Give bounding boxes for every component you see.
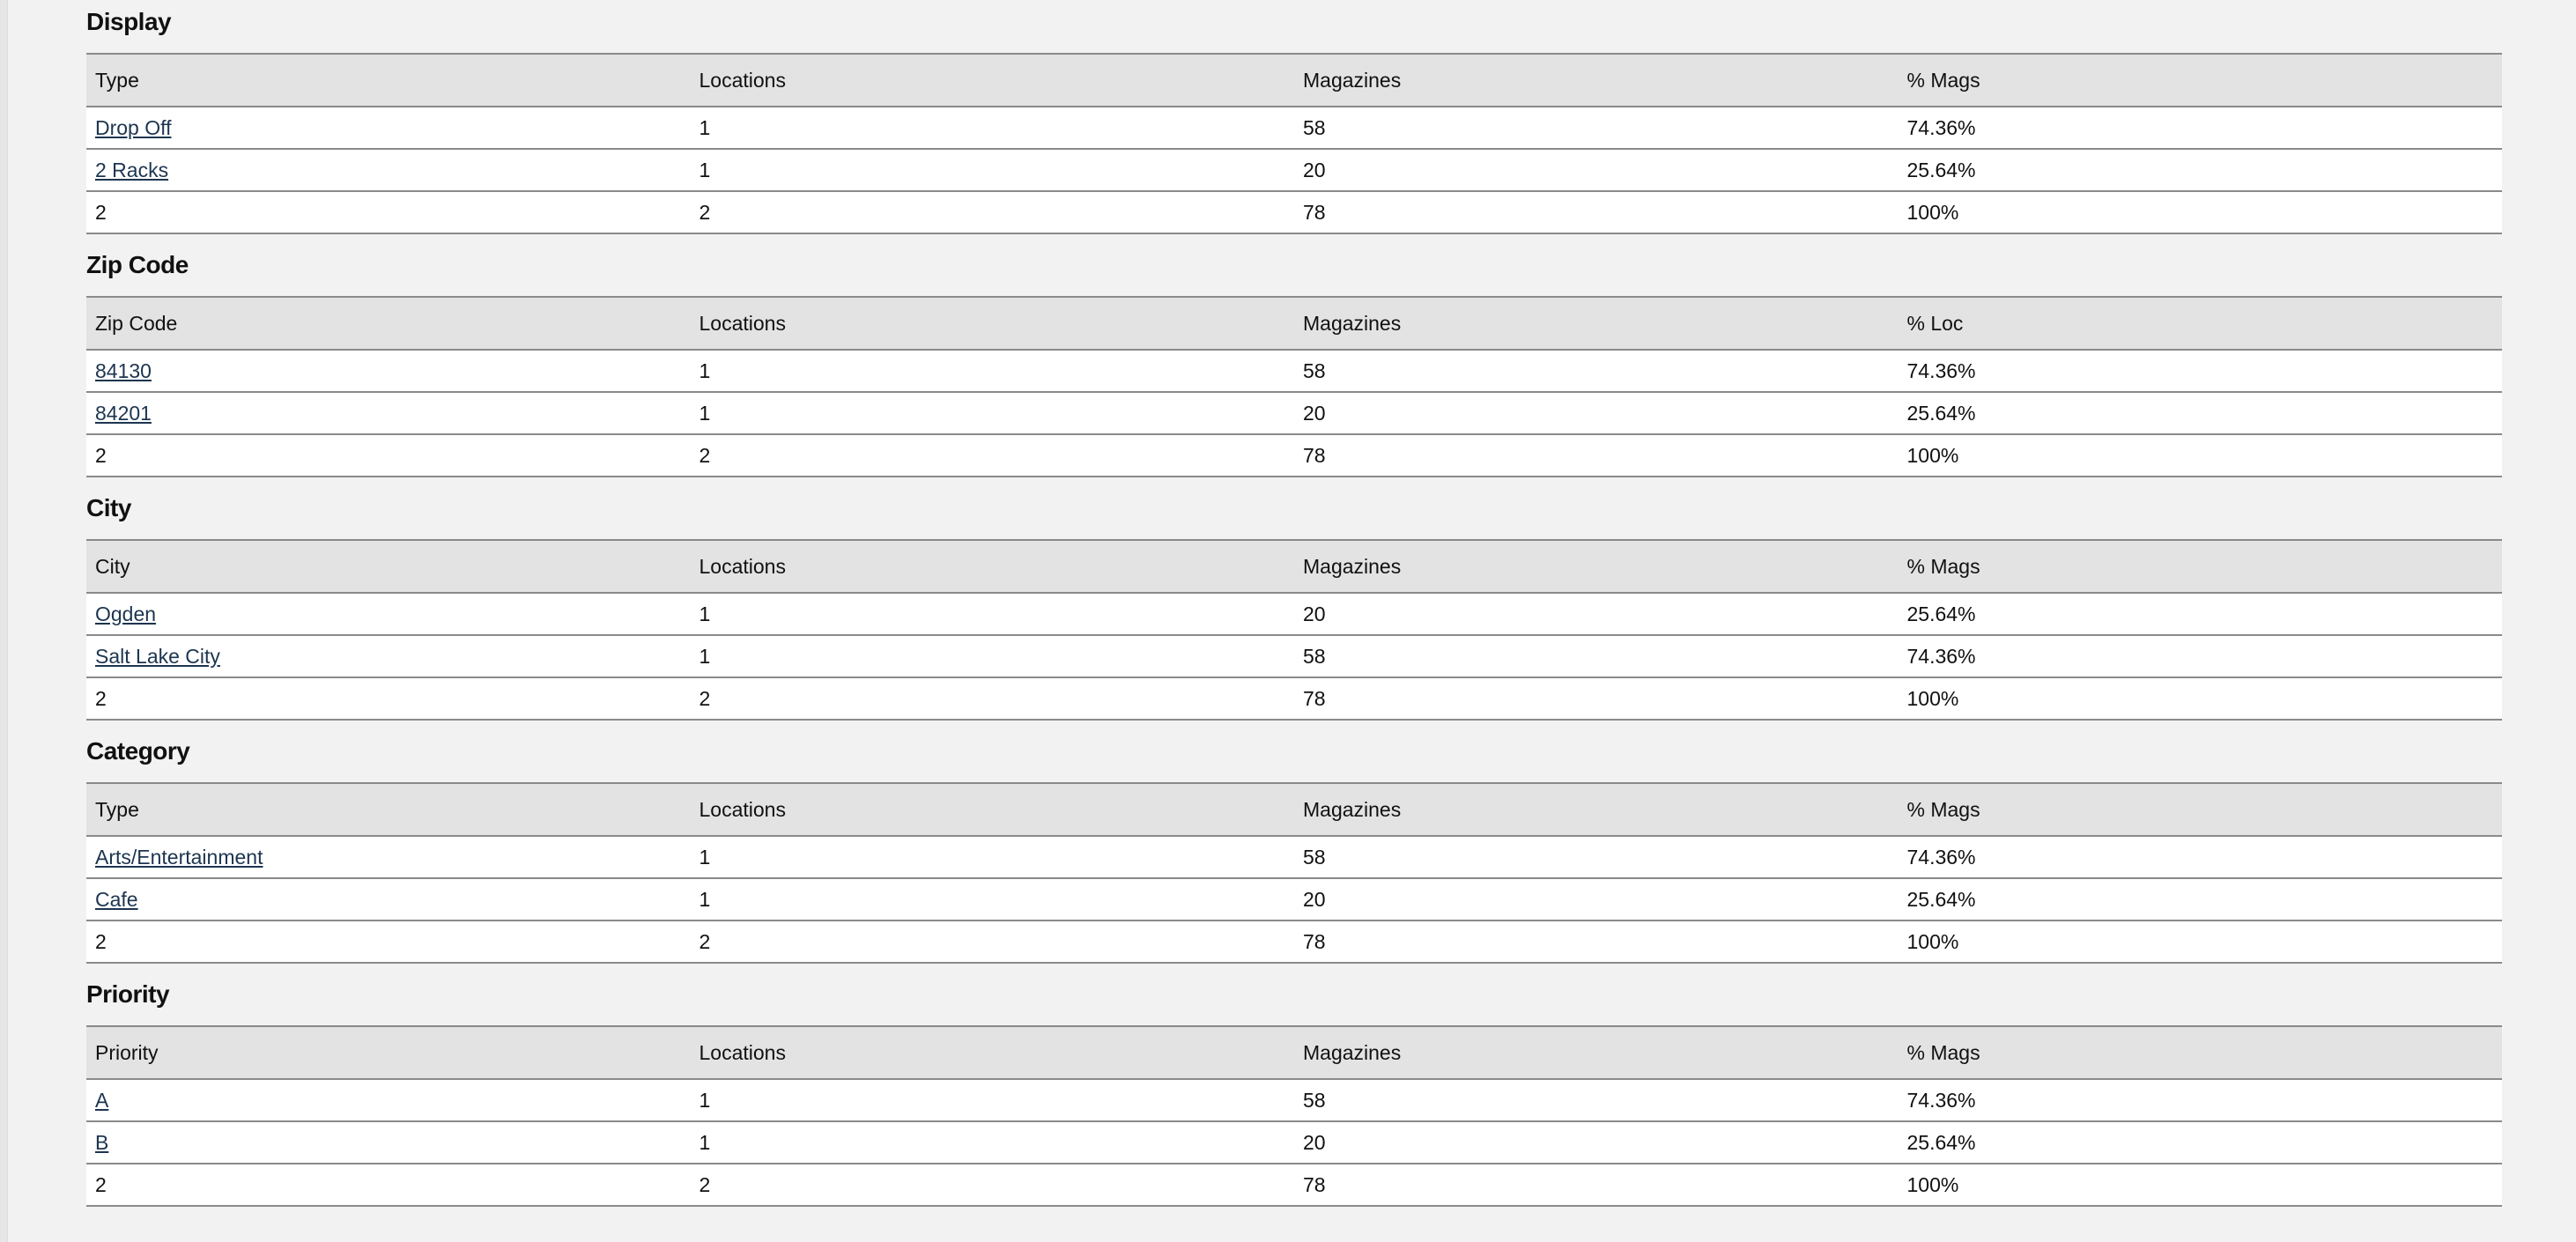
table-cell: 74.36% <box>1899 836 2503 878</box>
column-header: City <box>86 540 691 593</box>
table-cell: 58 <box>1294 107 1899 149</box>
table-cell: 2 <box>691 1164 1295 1206</box>
table-cell <box>86 1079 691 1121</box>
table-header-row <box>86 783 2502 836</box>
table-cell: 25.64% <box>1899 593 2503 635</box>
table-cell <box>86 107 691 149</box>
section-title: Category <box>86 737 190 765</box>
table-cell: 78 <box>1294 1164 1899 1206</box>
table-row <box>86 350 2502 392</box>
table-cell <box>86 635 691 677</box>
row-link[interactable]: 84201 <box>95 401 152 425</box>
window-edge <box>0 0 8 1242</box>
city-table <box>86 539 2502 721</box>
section-city <box>86 486 2502 729</box>
table-cell: 20 <box>1294 878 1899 920</box>
table-cell: 25.64% <box>1899 1121 2503 1164</box>
table-cell <box>86 350 691 392</box>
table-cell: 74.36% <box>1899 350 2503 392</box>
column-header: Magazines <box>1294 54 1899 107</box>
column-header: Priority <box>86 1026 691 1079</box>
table-cell: 78 <box>1294 677 1899 720</box>
column-header: Locations <box>691 54 1295 107</box>
table-cell: 100% <box>1899 191 2503 233</box>
table-row <box>86 593 2502 635</box>
column-header: % Mags <box>1899 540 2503 593</box>
section-category <box>86 729 2502 972</box>
row-link[interactable]: Cafe <box>95 887 138 911</box>
category-table <box>86 782 2502 964</box>
table-cell <box>86 149 691 191</box>
column-header: Magazines <box>1294 297 1899 350</box>
section-title: Priority <box>86 980 170 1008</box>
table-row <box>86 635 2502 677</box>
table-cell: 1 <box>691 350 1295 392</box>
table-cell: 2 <box>86 1164 691 1206</box>
table-cell: 20 <box>1294 392 1899 434</box>
section-zip-code <box>86 243 2502 486</box>
table-cell <box>86 878 691 920</box>
table-cell: 25.64% <box>1899 878 2503 920</box>
table-cell <box>86 836 691 878</box>
table-cell: 2 <box>691 191 1295 233</box>
table-total-row <box>86 434 2502 477</box>
table-cell: 2 <box>86 677 691 720</box>
section-title: Zip Code <box>86 251 189 278</box>
table-cell: 78 <box>1294 434 1899 477</box>
zip-code-table <box>86 296 2502 477</box>
table-cell: 1 <box>691 149 1295 191</box>
column-header: Magazines <box>1294 783 1899 836</box>
table-cell <box>86 593 691 635</box>
table-cell: 2 <box>691 677 1295 720</box>
table-row <box>86 878 2502 920</box>
table-cell: 100% <box>1899 677 2503 720</box>
column-header: Magazines <box>1294 1026 1899 1079</box>
table-cell: 58 <box>1294 836 1899 878</box>
row-link[interactable]: Drop Off <box>95 115 172 139</box>
column-header: % Mags <box>1899 783 2503 836</box>
section-display <box>86 0 2502 243</box>
table-cell: 58 <box>1294 635 1899 677</box>
column-header: Type <box>86 783 691 836</box>
row-link[interactable]: 84130 <box>95 359 152 382</box>
row-link[interactable]: B <box>95 1130 109 1154</box>
table-total-row <box>86 191 2502 233</box>
table-cell: 25.64% <box>1899 149 2503 191</box>
table-cell: 74.36% <box>1899 107 2503 149</box>
table-header-row <box>86 297 2502 350</box>
table-cell: 58 <box>1294 350 1899 392</box>
table-cell: 1 <box>691 107 1295 149</box>
display-table <box>86 53 2502 234</box>
table-cell: 1 <box>691 392 1295 434</box>
table-total-row <box>86 677 2502 720</box>
table-cell: 74.36% <box>1899 635 2503 677</box>
table-total-row <box>86 1164 2502 1206</box>
table-cell: 74.36% <box>1899 1079 2503 1121</box>
table-cell <box>86 1121 691 1164</box>
table-cell: 100% <box>1899 920 2503 963</box>
table-cell: 20 <box>1294 593 1899 635</box>
table-cell: 58 <box>1294 1079 1899 1121</box>
table-cell: 2 <box>86 920 691 963</box>
table-row <box>86 1121 2502 1164</box>
table-cell: 2 <box>86 191 691 233</box>
table-row <box>86 392 2502 434</box>
table-cell: 1 <box>691 1079 1295 1121</box>
table-total-row <box>86 920 2502 963</box>
row-link[interactable]: Ogden <box>95 602 157 625</box>
table-cell: 20 <box>1294 1121 1899 1164</box>
section-priority <box>86 972 2502 1216</box>
table-cell: 78 <box>1294 920 1899 963</box>
table-cell <box>86 392 691 434</box>
table-cell: 25.64% <box>1899 392 2503 434</box>
table-row <box>86 107 2502 149</box>
column-header: % Mags <box>1899 54 2503 107</box>
row-link[interactable]: Salt Lake City <box>95 644 220 668</box>
column-header: Type <box>86 54 691 107</box>
column-header: Locations <box>691 783 1295 836</box>
table-row <box>86 1079 2502 1121</box>
column-header: Locations <box>691 540 1295 593</box>
table-cell: 100% <box>1899 1164 2503 1206</box>
table-cell: 1 <box>691 593 1295 635</box>
table-row <box>86 836 2502 878</box>
column-header: Locations <box>691 1026 1295 1079</box>
table-cell: 100% <box>1899 434 2503 477</box>
column-header: Magazines <box>1294 540 1899 593</box>
table-header-row <box>86 54 2502 107</box>
table-header-row <box>86 540 2502 593</box>
column-header: % Mags <box>1899 1026 2503 1079</box>
report-content <box>86 0 2502 1216</box>
table-cell: 20 <box>1294 149 1899 191</box>
table-cell: 78 <box>1294 191 1899 233</box>
row-link[interactable]: 2 Racks <box>95 158 169 181</box>
column-header: Locations <box>691 297 1295 350</box>
table-cell: 2 <box>691 920 1295 963</box>
table-cell: 2 <box>691 434 1295 477</box>
table-cell: 1 <box>691 836 1295 878</box>
table-header-row <box>86 1026 2502 1079</box>
column-header: % Loc <box>1899 297 2503 350</box>
row-link[interactable]: A <box>95 1088 109 1112</box>
table-cell: 2 <box>86 434 691 477</box>
table-cell: 1 <box>691 1121 1295 1164</box>
table-cell: 1 <box>691 635 1295 677</box>
table-cell: 1 <box>691 878 1295 920</box>
section-title: City <box>86 494 131 521</box>
column-header: Zip Code <box>86 297 691 350</box>
row-link[interactable]: Arts/Entertainment <box>95 845 263 869</box>
priority-table <box>86 1025 2502 1207</box>
section-title: Display <box>86 8 172 35</box>
table-row <box>86 149 2502 191</box>
